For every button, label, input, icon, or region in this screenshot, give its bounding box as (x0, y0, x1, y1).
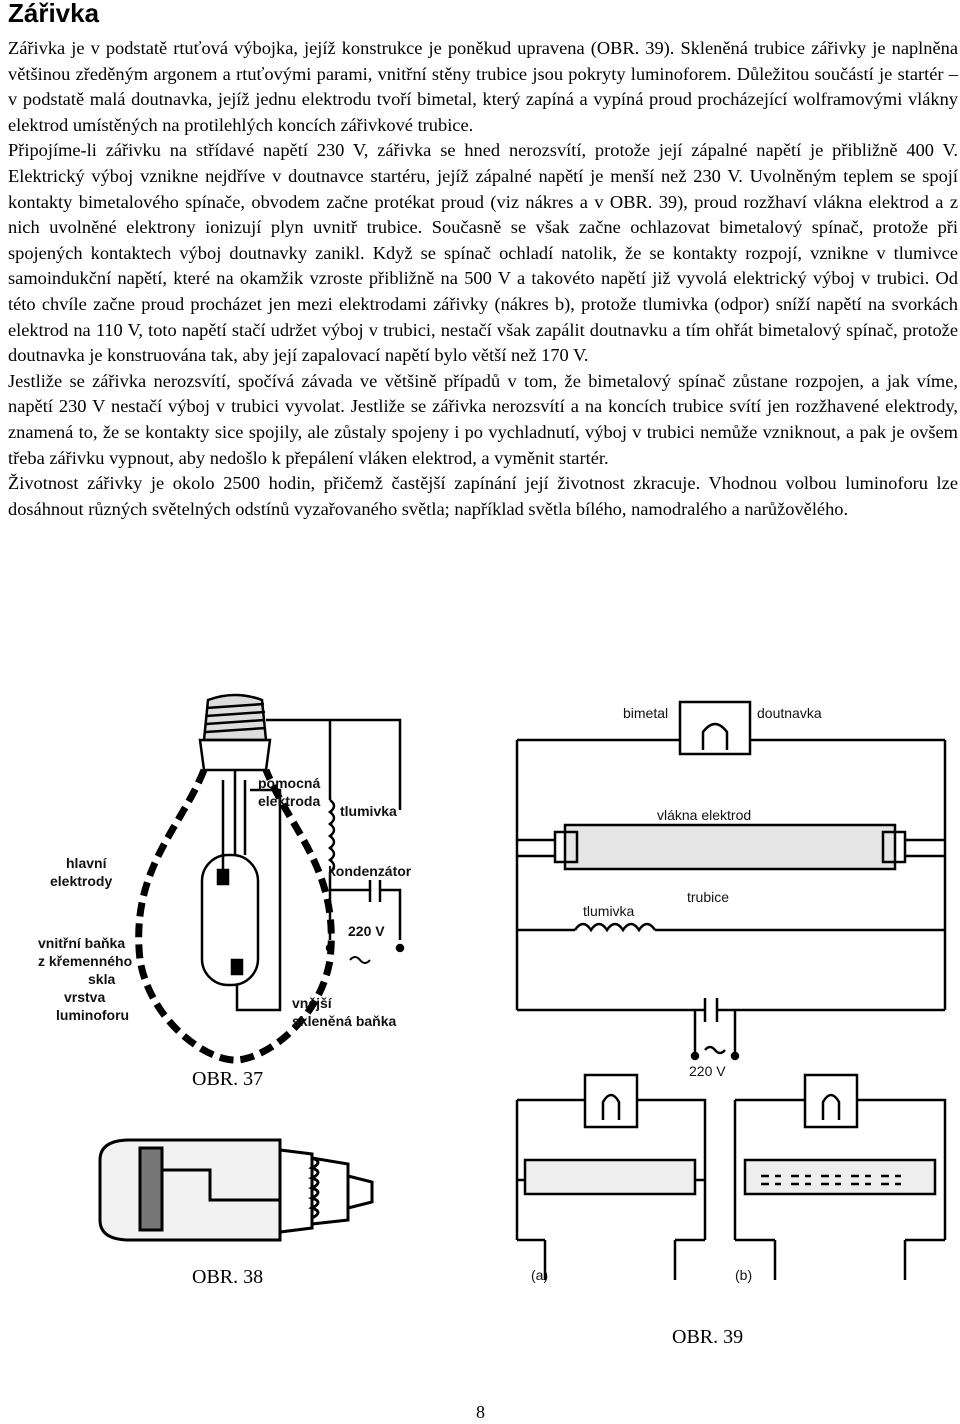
label-skla: skla (88, 971, 116, 987)
label-vlakna: vlákna elektrod (657, 807, 752, 823)
label-tlumivka: tlumivka (583, 903, 635, 919)
page-number: 8 (476, 1402, 485, 1422)
label-vnitrni: vnitřní baňka (38, 935, 126, 951)
label-220v: 220 V (348, 923, 385, 939)
label-elektroda: elektroda (258, 793, 321, 809)
label-tlumivka: tlumivka (340, 803, 397, 819)
figure-37-lamp (30, 680, 430, 1080)
label-bimetal: bimetal (623, 705, 669, 721)
label-kondenzator: kondenzátor (328, 863, 412, 879)
caption-obr-38: OBR. 38 (192, 1266, 264, 1288)
label-elektrody: elektrody (50, 873, 113, 889)
caption-obr-39: OBR. 39 (672, 1326, 744, 1348)
label-doutnavka: doutnavka (757, 705, 822, 721)
paragraph: Připojíme-li zářivku na střídavé napětí 230 V, zářivka se hned nerozsvítí, protože její zápalné napětí je přibližně 400 V. Elektrický výboj vznikne nejdříve v doutnavce startéru, jejíž zápalné napětí je menší než 230 V. Uvolněným teplem se spojí kontakty bimetalového spínače, obvodem začne protékat proud (viz nákres a v OBR. 39), proud rozžhaví vlákna elektrod a z nich uvolněné elektrony ionizují plyn uvnitř trubice. Současně se však začne ochlazovat bimetalový spínač, protože při spojených kontaktech výboj doutnavky zanikl. Když se spínač ochladí natolik, že se kontakty rozpojí, vznikne v tlumivce samoindukční napětí, které na okamžik vzroste přibližně na 500 V a takovéto napětí již vyvolá elektrický výboj v trubici. Od této chvíle začne proud procházet jen mezi elektrodami zářivky (nákres b), protože tlumivka (odpor) sníží napětí na svorkách elektrod na 110 V, toto napětí stačí udržet výboj v trubici, nestačí však zapálit doutnavku a tím ohřát bimetalový spínač, protože doutnavka je konstruována tak, aby její zapalovací napětí bylo větší než 170 V. (8, 140, 958, 366)
label-trubice: trubice (687, 889, 730, 905)
page-title: Zářivka (8, 0, 100, 28)
label-hlavni: hlavní (66, 855, 107, 871)
label-pomocna: pomocná (258, 775, 321, 791)
paragraph: Zářivka je v podstatě rtuťová výbojka, jejíž konstrukce je poněkud upravena (OBR. 39). Skleněná trubice zářivky je naplněna většinou zředěným argonem a rtuťovými parami, vnitřní stěny trubice jsou pokryty luminoforem. Důležitou součástí je startér – v podstatě malá doutnavka, jejíž jednu elektrodu tvoří bimetal, který zapíná a vypíná proud procházející wolframovými vlákny elektrod umístěných na protilehlých koncích zářivkové trubice. (8, 38, 958, 135)
label-220v: 220 V (689, 1063, 726, 1079)
figure-39-circuit (505, 680, 955, 1320)
caption-obr-37: OBR. 37 (192, 1068, 264, 1090)
label-a: (a) (531, 1267, 549, 1283)
label-luminoforu: luminoforu (56, 1007, 130, 1023)
paragraph: Jestliže se zářivka nerozsvítí, spočívá závada ve většině případů v tom, že bimetalový spínač zůstane rozpojen, a jak víme, napětí 230 V nestačí výboj v trubici vyvolat. Jestliže se zářivka nerozsvítí a na koncích trubice svítí jen rozžhavené elektrody, znamená to, že se kontakty sice spojily, ale zůstaly spojeny i po vychladnutí, výboj v trubici nemůže vzniknout, a pak je ovšem třeba zářivku vypnout, aby nedošlo k přepálení vláken elektrod, a vyměnit startér. (8, 370, 958, 468)
label-b: (b) (735, 1267, 753, 1283)
label-kremenneho: z křemenného (38, 953, 133, 969)
body-text (8, 36, 958, 522)
label-sklenena: skleněná baňka (292, 1013, 397, 1029)
label-vrstva: vrstva (64, 989, 106, 1005)
figure-38-lamp (80, 1120, 400, 1270)
label-vnejsi: vnější (292, 995, 332, 1011)
paragraph: Životnost zářivky je okolo 2500 hodin, přičemž častější zapínání její životnost zkracuje. Vhodnou volbou luminoforu lze dosáhnout různých světelných odstínů vyzařovaného světla; například světla bílého, namodralého a narůžovělého. (8, 473, 958, 519)
